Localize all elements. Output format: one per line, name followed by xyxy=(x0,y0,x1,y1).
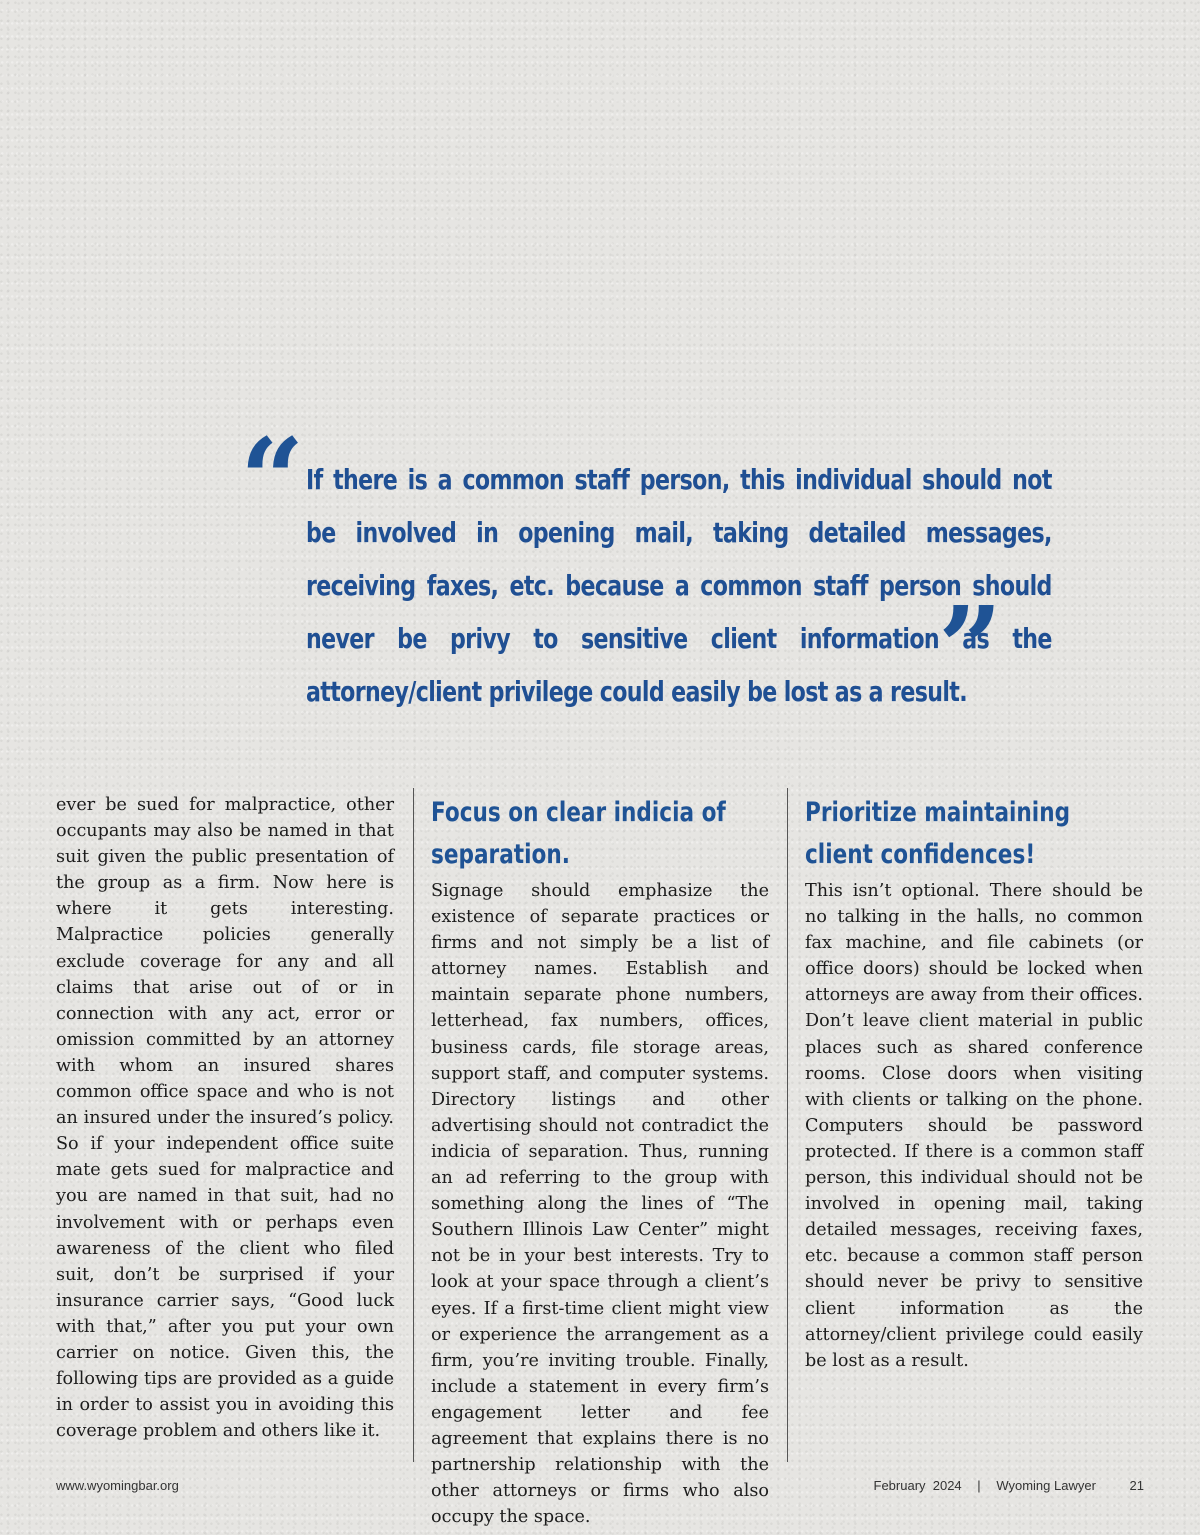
column-divider-2 xyxy=(787,788,788,1462)
footer-issue-info xyxy=(874,1478,1145,1493)
column-3-body: This isn’t optional. There should be no talking in the halls, no common fax machine, and file cabinets (or office doors) should be locked when attorneys are away from their offices. Don’t leave client material in public places such as shared conference rooms. Close doors when visiting with clients or talking on the phone. Computers should be password protected. If there is a common staff person, this individual should not be involved in opening mail, taking detailed messages, receiving faxes, etc. because a common staff person should never be privy to sensitive client information as the attorney/client privilege could easily be lost as a result. xyxy=(805,881,1143,1371)
article-column-3 xyxy=(805,792,1143,1374)
column-2-body: Signage should emphasize the existence of separate practices or firms and not simply be a list of attorney names. Establish and maintain separate phone numbers, letterhead, fax numbers, offices, business cards, file storage areas, support staff, and computer systems. Directory listings and other advertising should not contradict the indicia of separation. Thus, running an ad referring to the group with something along the lines of “The Southern Illinois Law Center” might not be in your best interests. Try to look at your space through a client’s eyes. If a first-time client might view or experience the arrangement as a firm, you’re inviting trouble. Finally, include a statement in every firm’s engagement letter and fee agreement that explains there is no partnership relationship with the other attorneys or firms who also occupy the space. xyxy=(431,881,769,1528)
page-footer xyxy=(56,1478,1144,1498)
open-quote-mark: “ xyxy=(240,415,305,546)
close-quote-mark: ” xyxy=(938,583,1003,714)
footer-issue-date: February 2024 xyxy=(873,1478,962,1493)
section-heading-separation: Focus on clear indicia of separation. xyxy=(431,797,726,870)
footer-page-number: 21 xyxy=(1129,1478,1144,1493)
footer-separator: | xyxy=(977,1478,981,1493)
article-column-2 xyxy=(431,792,769,1530)
footer-publication: Wyoming Lawyer xyxy=(996,1478,1096,1493)
pull-quote-text: If there is a common staff person, this individual should not be involved in opening mail, taking detailed messages, receiving faxes, etc. because a common staff person should never be privy to sensitive client information as the attorney/client privilege could easily be lost as a result. xyxy=(306,463,1052,708)
column-1-body: ever be sued for malpractice, other occupants may also be named in that suit given the public presentation of the group as a firm. Now here is where it gets interesting. Malpractice policies generally exclude coverage for any and all claims that arise out of or in connection with any act, error or omission committed by an attorney with whom an insured shares common office space and who is not an insured under the insured’s policy. So if your independent office suite mate gets sued for malpractice and you are named in that suit, had no involvement with or perhaps even awareness of the client who filed suit, don’t be surprised if your insurance carrier says, “Good luck with that,” after you put your own carrier on notice. Given this, the following tips are provided as a guide in order to assist you in avoiding this coverage problem and others like it. xyxy=(56,795,394,1442)
column-divider-1 xyxy=(413,788,414,1462)
footer-website[interactable]: www.wyomingbar.org xyxy=(56,1478,179,1493)
section-heading-confidences: Prioritize maintaining client confidences! xyxy=(805,797,1071,870)
article-column-1 xyxy=(56,792,394,1444)
